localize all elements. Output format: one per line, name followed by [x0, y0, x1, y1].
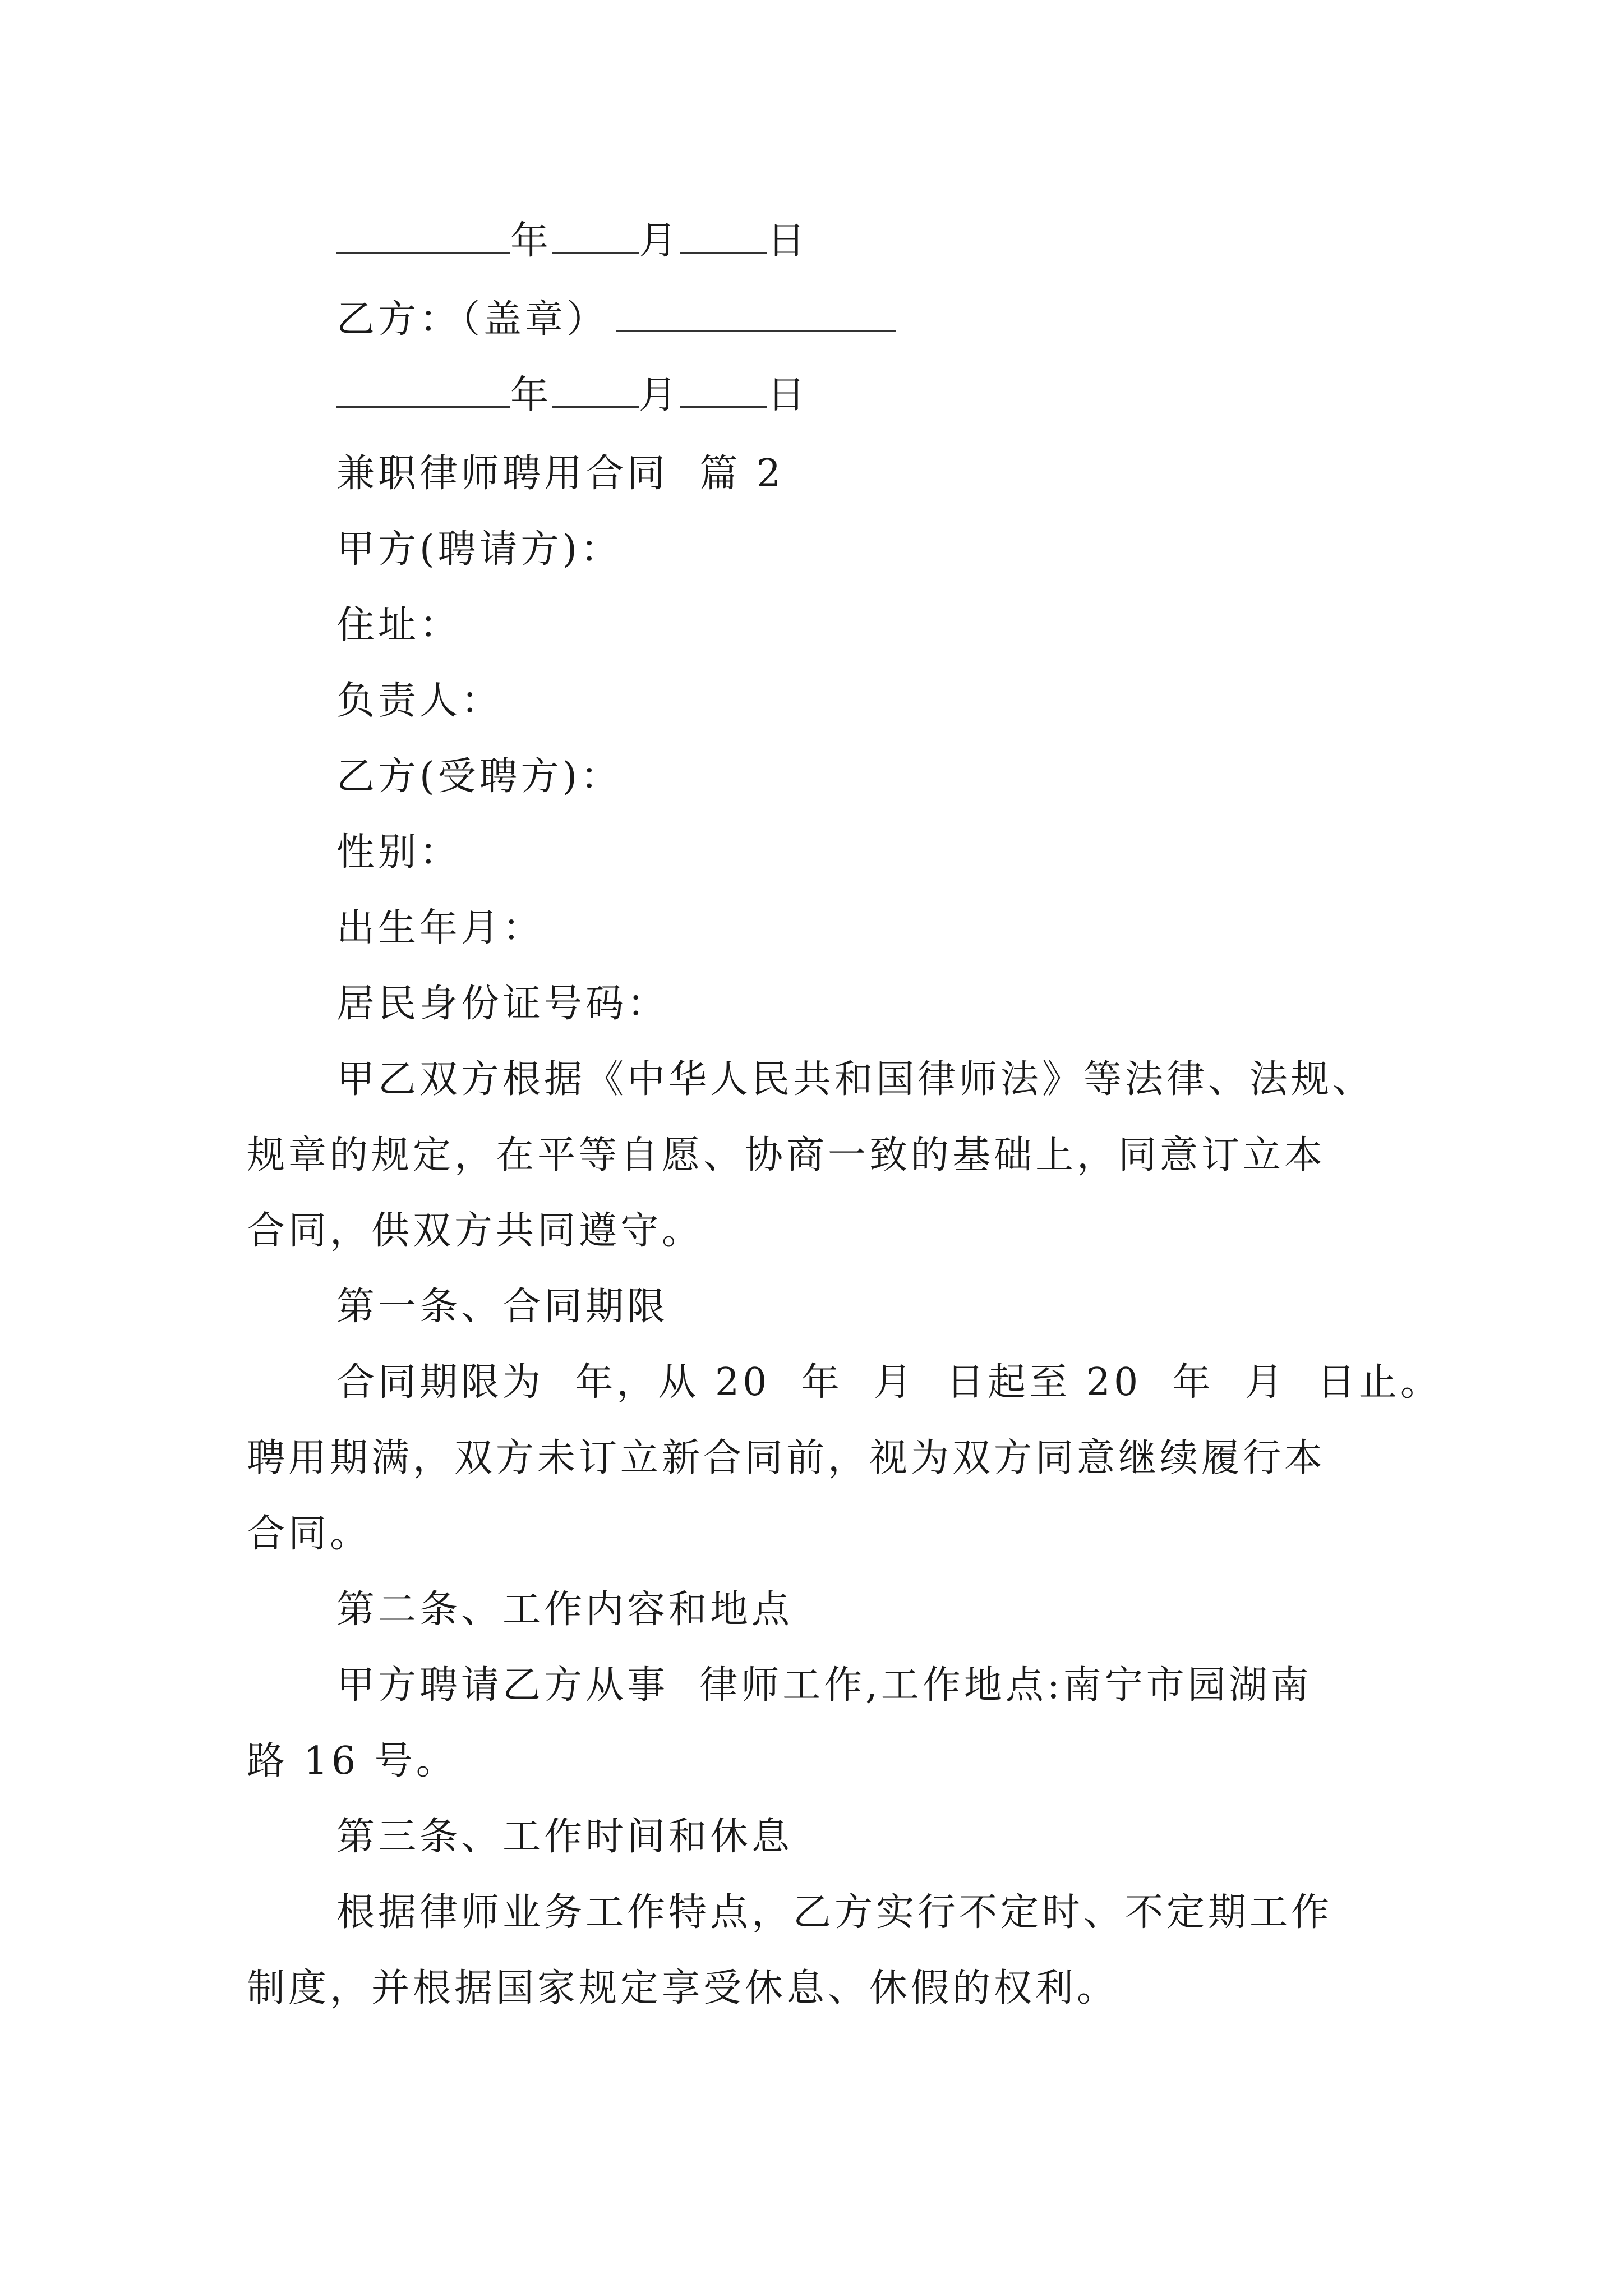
preamble-line: 甲乙双方根据《中华人民共和国律师法》等法律、法规、	[336, 1057, 1375, 1102]
field-party-a: 甲方(聘请方)：	[336, 527, 623, 572]
date-line-1	[336, 219, 809, 264]
day-label: 日	[767, 373, 809, 417]
year-blank	[336, 220, 510, 254]
month-label: 月	[639, 219, 681, 263]
article-2-title: 第二条、工作内容和地点	[336, 1588, 794, 1632]
field-gender: 性别：	[336, 830, 462, 875]
year-label: 年	[510, 219, 552, 263]
article-2-line: 甲方聘请乙方从事 律师工作,工作地点:南宁市园湖南	[336, 1663, 1312, 1708]
year-blank	[336, 375, 510, 408]
date-line-2	[336, 373, 809, 418]
day-blank	[680, 220, 767, 254]
article-3-title: 第三条、工作时间和休息	[336, 1815, 794, 1859]
article-1-line: 合同。	[247, 1512, 372, 1556]
field-address: 住址：	[336, 603, 462, 647]
month-blank	[552, 375, 639, 408]
party-b-seal-label: 乙方：（盖章）	[336, 297, 608, 342]
month-label: 月	[639, 373, 681, 417]
day-blank	[680, 375, 767, 408]
article-2-line: 路 16 号。	[247, 1739, 458, 1783]
year-label: 年	[510, 373, 552, 417]
seal-blank	[616, 299, 896, 332]
preamble-line: 规章的规定，在平等自愿、协商一致的基础上，同意订立本	[247, 1133, 1326, 1177]
field-person-in-charge: 负责人：	[336, 679, 503, 723]
section-title: 兼职律师聘用合同 篇 2	[336, 452, 785, 496]
article-1-title: 第一条、合同期限	[336, 1285, 669, 1329]
preamble-line: 合同，供双方共同遵守。	[247, 1209, 704, 1253]
party-b-seal-line	[336, 297, 896, 342]
article-3-line: 制度，并根据国家规定享受休息、休假的权利。	[247, 1966, 1119, 2010]
day-label: 日	[767, 219, 809, 263]
month-blank	[552, 220, 639, 254]
article-3-line: 根据律师业务工作特点，乙方实行不定时、不定期工作	[336, 1890, 1333, 1935]
field-party-b: 乙方(受聘方)：	[336, 754, 623, 799]
article-1-line: 合同期限为 年，从 20 年 月 日起至 20 年 月 日止。	[336, 1360, 1442, 1405]
article-1-line: 聘用期满，双方未订立新合同前，视为双方同意继续履行本	[247, 1436, 1326, 1480]
field-birth-date: 出生年月：	[336, 906, 545, 950]
field-id-number: 居民身份证号码：	[336, 982, 669, 1026]
